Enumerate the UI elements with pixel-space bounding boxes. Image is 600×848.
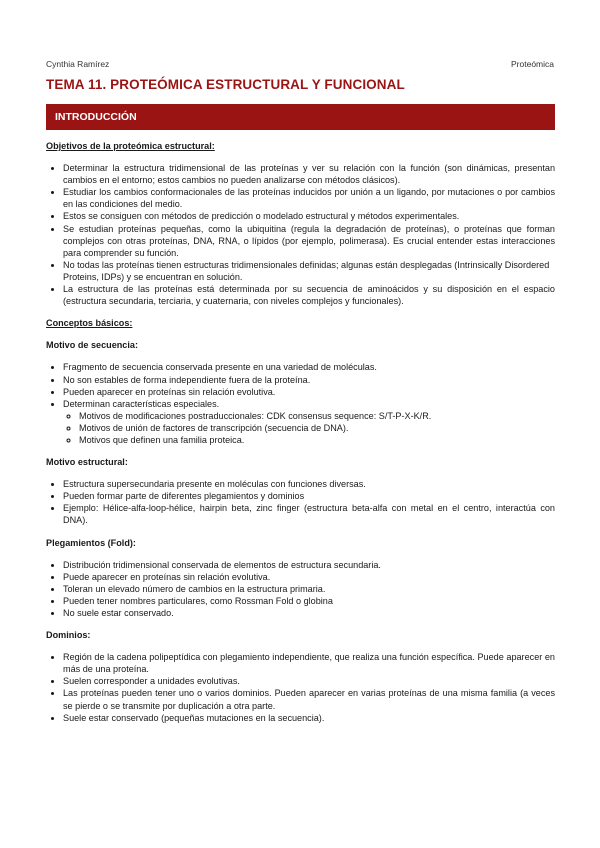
list-item: • No suele estar conservado. <box>63 607 555 619</box>
document-title: TEMA 11. PROTEÓMICA ESTRUCTURAL Y FUNCIONAL <box>46 77 405 92</box>
motivo-secuencia-heading: Motivo de secuencia: <box>46 340 138 351</box>
objetivos-heading: Objetivos de la proteómica estructural: <box>46 141 215 151</box>
list-item: • No son estables de forma independiente fuera de la proteína. <box>63 374 555 386</box>
list-item: • Se estudian proteínas pequeñas, como la ubiquitina (regula la degradación de proteínas), o proteínas que forman complejos con otras proteínas, DNA, RNA, o lípidos (por ejemplo, polimerasa). Es crucial entender estas interacciones para comprender su función. <box>63 223 555 259</box>
list-item: • Fragmento de secuencia conservada presente en una variedad de moléculas. <box>63 361 555 373</box>
motivo-estructural-list <box>46 478 555 526</box>
list-item: • Distribución tridimensional conservada de elementos de estructura secundaria. <box>63 559 555 571</box>
list-item: • Las proteínas pueden tener uno o varios dominios. Pueden aparecer en varias proteínas de una misma familia (a veces se pierde o se transmite por duplicación a otra parte. <box>63 687 555 711</box>
list-item: • Suele estar conservado (pequeñas mutaciones en la secuencia). <box>63 712 555 724</box>
sub-list-item: ◦ Motivos que definen una familia proteica. <box>79 434 555 446</box>
list-item: • Suelen corresponder a unidades evolutivas. <box>63 675 555 687</box>
document-body <box>46 137 555 730</box>
author-name: Cynthia Ramírez <box>46 59 110 69</box>
list-item: • Estructura supersecundaria presente en moléculas con funciones diversas. <box>63 478 555 490</box>
objetivos-list <box>46 162 555 307</box>
list-item: • Toleran un elevado número de cambios en la estructura primaria. <box>63 583 555 595</box>
plegamientos-heading: Plegamientos (Fold): <box>46 537 136 548</box>
section-banner: INTRODUCCIÓN <box>46 104 555 130</box>
conceptos-heading: Conceptos básicos: <box>46 318 133 329</box>
list-item: • Pueden tener nombres particulares, como Rossman Fold o globina <box>63 595 555 607</box>
list-item: • Pueden formar parte de diferentes plegamientos y dominios <box>63 490 555 502</box>
subject-name: Proteómica <box>511 59 554 69</box>
dominios-heading: Dominios: <box>46 630 91 641</box>
sub-list-item: ◦ Motivos de modificaciones postraduccionales: CDK consensus sequence: S/T-P-X-K/R. <box>79 410 555 422</box>
plegamientos-list <box>46 559 555 619</box>
list-item: • La estructura de las proteínas está determinada por su secuencia de aminoácidos y su disposición en el espacio (estructura secundaria, terciaria, y cuaternaria, con niveles complejos y funcionales). <box>63 283 555 307</box>
list-item: • Pueden aparecer en proteínas sin relación evolutiva. <box>63 386 555 398</box>
motivo-secuencia-list <box>46 361 555 446</box>
dominios-list <box>46 651 555 724</box>
list-item: • Estudiar los cambios conformacionales de las proteínas inducidos por unión a un ligando, por mutaciones o por cambios en las condiciones del medio. <box>63 186 555 210</box>
motivo-estructural-heading: Motivo estructural: <box>46 457 128 468</box>
sub-list-item: ◦ Motivos de unión de factores de transcripción (secuencia de DNA). <box>79 422 555 434</box>
list-item: • Estos se consiguen con métodos de predicción o modelado estructural y métodos experimentales. <box>63 210 555 222</box>
list-item: • No todas las proteínas tienen estructuras tridimensionales definidas; algunas están desplegadas (Intrinsically Disordered Proteins, IDPs) y se encuentran en solución. <box>63 259 555 283</box>
motivo-secuencia-sublist <box>63 410 555 446</box>
list-item: • Región de la cadena polipeptídica con plegamiento independiente, que realiza una función específica. Puede aparecer en más de una proteína. <box>63 651 555 675</box>
list-item: • Puede aparecer en proteínas sin relación evolutiva. <box>63 571 555 583</box>
list-item-text: Determinan características especiales. <box>63 398 220 409</box>
list-item: • Ejemplo: Hélice-alfa-loop-hélice, hairpin beta, zinc finger (estructura beta-alfa con metal en el centro, interactúa con DNA). <box>63 502 555 526</box>
list-item: • Determinar la estructura tridimensional de las proteínas y ver su relación con la función (son dinámicas, presentan cambios en el entorno; estos cambios no pueden analizarse con métodos clásicos). <box>63 162 555 186</box>
list-item <box>63 398 555 446</box>
page-header <box>46 59 554 69</box>
